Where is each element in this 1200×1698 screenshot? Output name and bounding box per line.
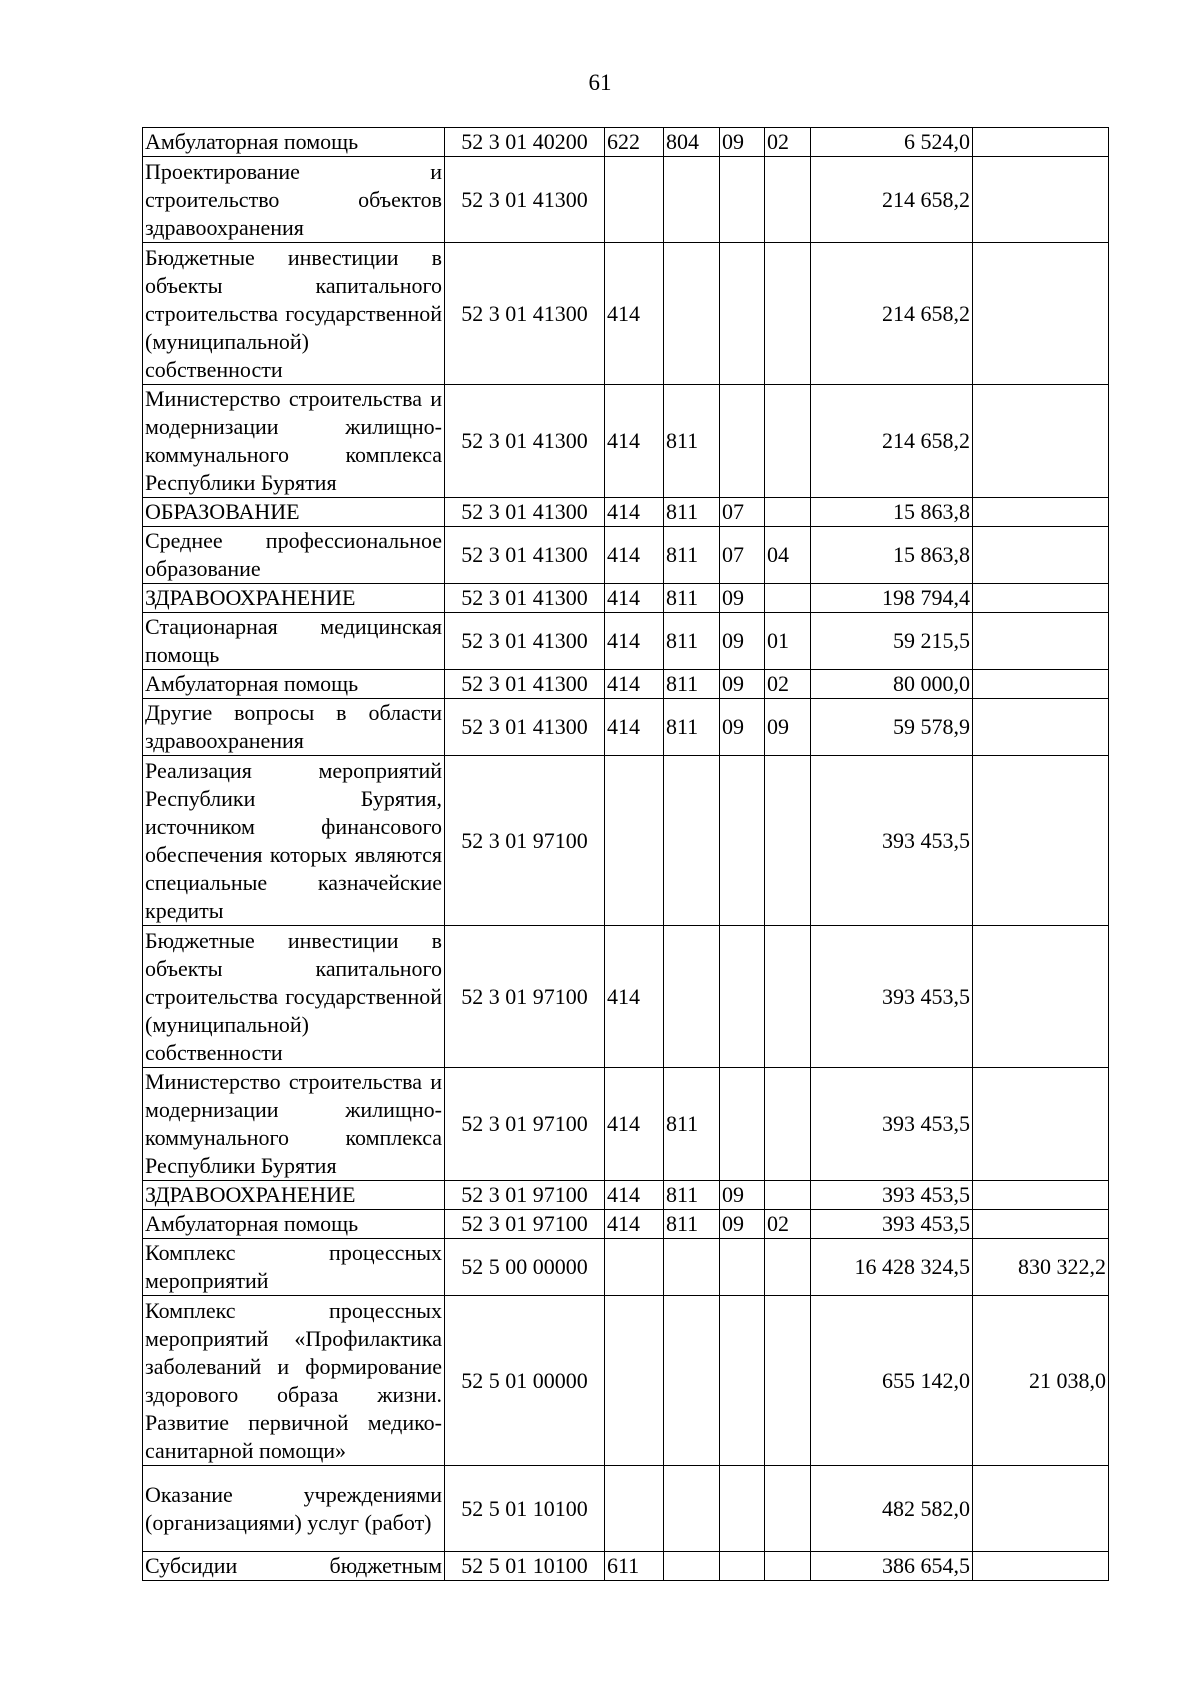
row-expense-type: 414: [605, 385, 664, 498]
row-sum: 393 453,5: [811, 756, 973, 926]
row-expense-type: 414: [605, 498, 664, 527]
row-extra: [973, 670, 1109, 699]
table-row: [143, 699, 1109, 756]
row-extra: [973, 699, 1109, 756]
row-sum: 80 000,0: [811, 670, 973, 699]
row-extra: [973, 128, 1109, 157]
row-extra: [973, 498, 1109, 527]
row-section: [720, 756, 765, 926]
table-row: [143, 584, 1109, 613]
row-extra: [973, 1466, 1109, 1552]
row-target-code: 52 3 01 41300: [445, 699, 605, 756]
row-section: [720, 1239, 765, 1296]
row-expense-type: 414: [605, 670, 664, 699]
row-section: [720, 157, 765, 243]
row-section: 09: [720, 584, 765, 613]
row-sum: 214 658,2: [811, 385, 973, 498]
row-expense-type: 414: [605, 699, 664, 756]
row-grbs: [664, 157, 720, 243]
row-sum: 59 578,9: [811, 699, 973, 756]
row-sum: 198 794,4: [811, 584, 973, 613]
table-row: [143, 1466, 1109, 1552]
row-subsection: 02: [765, 128, 811, 157]
row-sum: 655 142,0: [811, 1296, 973, 1466]
row-section: 07: [720, 498, 765, 527]
row-sum: 214 658,2: [811, 243, 973, 385]
row-name: Амбулаторная помощь: [143, 128, 445, 157]
row-sum: 16 428 324,5: [811, 1239, 973, 1296]
row-expense-type: [605, 157, 664, 243]
row-target-code: 52 3 01 97100: [445, 1181, 605, 1210]
page-number: 61: [588, 70, 612, 95]
row-expense-type: 622: [605, 128, 664, 157]
row-extra: [973, 1210, 1109, 1239]
row-name: Бюджетные инвестиции в объекты капитального строительства государственной (муниципальной) собственности: [143, 243, 445, 385]
row-extra: [973, 1552, 1109, 1581]
row-section: [720, 1296, 765, 1466]
table-row: [143, 128, 1109, 157]
row-sum: 214 658,2: [811, 157, 973, 243]
row-extra: [973, 527, 1109, 584]
row-sum: 15 863,8: [811, 527, 973, 584]
row-target-code: 52 3 01 41300: [445, 385, 605, 498]
row-extra: 21 038,0: [973, 1296, 1109, 1466]
row-extra: [973, 756, 1109, 926]
table-row: [143, 157, 1109, 243]
row-extra: [973, 926, 1109, 1068]
row-expense-type: 414: [605, 1068, 664, 1181]
row-name: Амбулаторная помощь: [143, 1210, 445, 1239]
row-expense-type: 414: [605, 926, 664, 1068]
table-row: [143, 385, 1109, 498]
table-row: [143, 756, 1109, 926]
row-sum: 393 453,5: [811, 926, 973, 1068]
row-subsection: [765, 1181, 811, 1210]
row-grbs: [664, 243, 720, 385]
row-name: Другие вопросы в области здравоохранения: [143, 699, 445, 756]
row-subsection: [765, 1466, 811, 1552]
row-grbs: [664, 756, 720, 926]
table-row: [143, 498, 1109, 527]
table-row: [143, 670, 1109, 699]
row-name: Бюджетные инвестиции в объекты капитального строительства государственной (муниципальной) собственности: [143, 926, 445, 1068]
row-subsection: [765, 926, 811, 1068]
row-target-code: 52 5 01 10100: [445, 1466, 605, 1552]
row-name: ЗДРАВООХРАНЕНИЕ: [143, 1181, 445, 1210]
row-grbs: 811: [664, 385, 720, 498]
row-subsection: [765, 756, 811, 926]
row-grbs: 811: [664, 699, 720, 756]
row-grbs: 811: [664, 670, 720, 699]
row-expense-type: [605, 1239, 664, 1296]
row-target-code: 52 3 01 41300: [445, 670, 605, 699]
table-row: [143, 1210, 1109, 1239]
row-section: [720, 243, 765, 385]
table-row: [143, 1239, 1109, 1296]
row-expense-type: 414: [605, 584, 664, 613]
row-target-code: 52 3 01 97100: [445, 1068, 605, 1181]
row-extra: [973, 613, 1109, 670]
row-name: Комплекс процессных мероприятий: [143, 1239, 445, 1296]
row-grbs: [664, 1239, 720, 1296]
row-expense-type: 414: [605, 243, 664, 385]
row-sum: 393 453,5: [811, 1210, 973, 1239]
budget-table: [142, 127, 1109, 1581]
row-section: 09: [720, 1210, 765, 1239]
row-subsection: [765, 1068, 811, 1181]
row-section: [720, 1466, 765, 1552]
row-section: [720, 1552, 765, 1581]
row-section: 07: [720, 527, 765, 584]
row-expense-type: 611: [605, 1552, 664, 1581]
row-expense-type: 414: [605, 613, 664, 670]
row-grbs: 811: [664, 1068, 720, 1181]
row-target-code: 52 3 01 41300: [445, 613, 605, 670]
row-target-code: 52 5 01 10100: [445, 1552, 605, 1581]
row-grbs: [664, 926, 720, 1068]
row-grbs: 804: [664, 128, 720, 157]
row-extra: [973, 243, 1109, 385]
row-target-code: 52 3 01 41300: [445, 157, 605, 243]
row-subsection: [765, 584, 811, 613]
row-grbs: 811: [664, 527, 720, 584]
row-section: 09: [720, 670, 765, 699]
row-subsection: 04: [765, 527, 811, 584]
row-target-code: 52 5 00 00000: [445, 1239, 605, 1296]
row-subsection: [765, 243, 811, 385]
row-target-code: 52 3 01 97100: [445, 1210, 605, 1239]
row-section: 09: [720, 128, 765, 157]
table-row: [143, 1552, 1109, 1581]
row-subsection: 01: [765, 613, 811, 670]
row-subsection: [765, 498, 811, 527]
row-extra: 830 322,2: [973, 1239, 1109, 1296]
row-name: Стационарная медицинская помощь: [143, 613, 445, 670]
row-subsection: [765, 385, 811, 498]
table-body: [143, 128, 1109, 1581]
row-name: ОБРАЗОВАНИЕ: [143, 498, 445, 527]
row-subsection: 02: [765, 670, 811, 699]
row-sum: 482 582,0: [811, 1466, 973, 1552]
row-section: [720, 385, 765, 498]
row-grbs: 811: [664, 584, 720, 613]
row-sum: 393 453,5: [811, 1068, 973, 1181]
row-name: Амбулаторная помощь: [143, 670, 445, 699]
table-row: [143, 926, 1109, 1068]
row-name: Субсидии бюджетным: [143, 1552, 445, 1581]
row-target-code: 52 3 01 41300: [445, 498, 605, 527]
row-sum: 393 453,5: [811, 1181, 973, 1210]
row-expense-type: [605, 1466, 664, 1552]
row-section: 09: [720, 613, 765, 670]
row-name: ЗДРАВООХРАНЕНИЕ: [143, 584, 445, 613]
row-target-code: 52 3 01 41300: [445, 527, 605, 584]
table-row: [143, 1068, 1109, 1181]
row-grbs: [664, 1552, 720, 1581]
row-extra: [973, 584, 1109, 613]
table-row: [143, 243, 1109, 385]
row-target-code: 52 3 01 97100: [445, 756, 605, 926]
row-subsection: 02: [765, 1210, 811, 1239]
row-section: [720, 926, 765, 1068]
row-extra: [973, 1181, 1109, 1210]
row-name: Реализация мероприятий Республики Бурятия, источником финансового обеспечения которых являются специальные казначейские кредиты: [143, 756, 445, 926]
row-sum: 386 654,5: [811, 1552, 973, 1581]
table-row: [143, 527, 1109, 584]
row-grbs: 811: [664, 498, 720, 527]
row-subsection: [765, 157, 811, 243]
row-extra: [973, 157, 1109, 243]
row-target-code: 52 3 01 40200: [445, 128, 605, 157]
row-sum: 6 524,0: [811, 128, 973, 157]
row-expense-type: 414: [605, 527, 664, 584]
table-row: [143, 613, 1109, 670]
row-subsection: [765, 1296, 811, 1466]
row-expense-type: [605, 756, 664, 926]
row-grbs: 811: [664, 613, 720, 670]
row-target-code: 52 3 01 41300: [445, 243, 605, 385]
table-row: [143, 1181, 1109, 1210]
row-expense-type: [605, 1296, 664, 1466]
row-name: Министерство строительства и модернизации жилищно-коммунального комплекса Республики Бурятия: [143, 1068, 445, 1181]
row-name: Министерство строительства и модернизации жилищно-коммунального комплекса Республики Бурятия: [143, 385, 445, 498]
row-section: [720, 1068, 765, 1181]
row-grbs: [664, 1296, 720, 1466]
row-name: Комплекс процессных мероприятий «Профилактика заболеваний и формирование здорового образа жизни. Развитие первичной медико-санитарной помощи»: [143, 1296, 445, 1466]
row-target-code: 52 3 01 41300: [445, 584, 605, 613]
row-grbs: [664, 1466, 720, 1552]
row-expense-type: 414: [605, 1181, 664, 1210]
row-extra: [973, 385, 1109, 498]
row-extra: [973, 1068, 1109, 1181]
row-subsection: [765, 1239, 811, 1296]
row-section: 09: [720, 1181, 765, 1210]
row-grbs: 811: [664, 1210, 720, 1239]
row-name: Оказание учреждениями (организациями) услуг (работ): [143, 1466, 445, 1552]
row-name: Среднее профессиональное образование: [143, 527, 445, 584]
row-expense-type: 414: [605, 1210, 664, 1239]
row-subsection: [765, 1552, 811, 1581]
row-grbs: 811: [664, 1181, 720, 1210]
row-target-code: 52 5 01 00000: [445, 1296, 605, 1466]
row-section: 09: [720, 699, 765, 756]
row-target-code: 52 3 01 97100: [445, 926, 605, 1068]
row-sum: 15 863,8: [811, 498, 973, 527]
table-row: [143, 1296, 1109, 1466]
row-subsection: 09: [765, 699, 811, 756]
row-sum: 59 215,5: [811, 613, 973, 670]
row-name: Проектирование и строительство объектов здравоохранения: [143, 157, 445, 243]
